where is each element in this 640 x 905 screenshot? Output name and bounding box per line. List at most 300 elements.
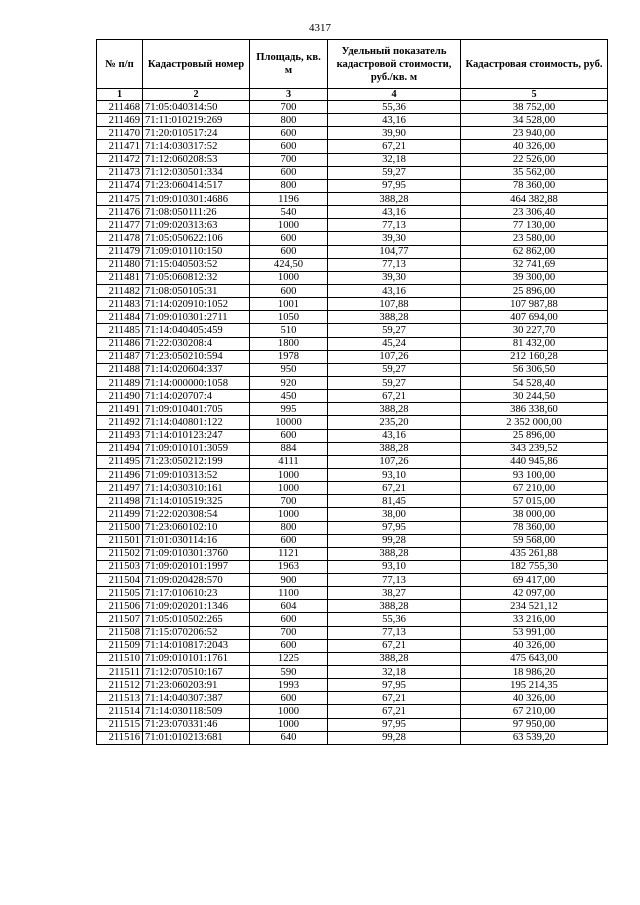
cadastral-value-cell: 38 752,00	[461, 101, 608, 114]
area-cell: 900	[250, 574, 328, 587]
unit-value-cell: 77,13	[328, 219, 461, 232]
cadastral-value-cell: 67 210,00	[461, 705, 608, 718]
cadastral-number-cell: 71:11:010219:269	[143, 114, 250, 127]
unit-value-cell: 59,27	[328, 363, 461, 376]
table-row	[97, 192, 608, 205]
unit-value-cell: 67,21	[328, 705, 461, 718]
cadastral-number-cell: 71:23:070331:46	[143, 718, 250, 731]
cadastral-value-cell: 182 755,30	[461, 560, 608, 573]
row-number-cell: 211505	[97, 587, 143, 600]
row-number-cell: 211473	[97, 166, 143, 179]
unit-value-cell: 67,21	[328, 140, 461, 153]
cadastral-value-cell: 386 338,60	[461, 403, 608, 416]
unit-value-cell: 77,13	[328, 574, 461, 587]
row-number-cell: 211516	[97, 731, 143, 744]
area-cell: 600	[250, 692, 328, 705]
area-cell: 950	[250, 363, 328, 376]
table-row	[97, 416, 608, 429]
area-cell: 600	[250, 639, 328, 652]
table-row	[97, 390, 608, 403]
table-row	[97, 179, 608, 192]
table-row	[97, 153, 608, 166]
table-row	[97, 613, 608, 626]
row-number-cell: 211481	[97, 271, 143, 284]
cadastral-number-cell: 71:09:010401:705	[143, 403, 250, 416]
column-number: 2	[143, 89, 250, 101]
area-cell: 1121	[250, 547, 328, 560]
cadastral-number-cell: 71:09:010101:3059	[143, 442, 250, 455]
column-number: 3	[250, 89, 328, 101]
column-number: 5	[461, 89, 608, 101]
area-cell: 1978	[250, 350, 328, 363]
cadastral-value-cell: 97 950,00	[461, 718, 608, 731]
table-row	[97, 298, 608, 311]
cadastral-value-cell: 195 214,35	[461, 679, 608, 692]
cadastral-number-cell: 71:05:040314:50	[143, 101, 250, 114]
cadastral-number-cell: 71:01:030114:16	[143, 534, 250, 547]
header-area: Площадь, кв. м	[250, 40, 328, 89]
table-row	[97, 639, 608, 652]
row-number-cell: 211468	[97, 101, 143, 114]
cadastral-value-cell: 77 130,00	[461, 219, 608, 232]
area-cell: 510	[250, 324, 328, 337]
cadastral-number-cell: 71:20:010517:24	[143, 127, 250, 140]
row-number-cell: 211486	[97, 337, 143, 350]
cadastral-number-cell: 71:01:010213:681	[143, 731, 250, 744]
cadastral-value-cell: 53 991,00	[461, 626, 608, 639]
cadastral-number-cell: 71:23:060414:517	[143, 179, 250, 192]
table-row	[97, 534, 608, 547]
cadastral-number-cell: 71:14:020910:1052	[143, 298, 250, 311]
cadastral-number-cell: 71:22:020308:54	[143, 508, 250, 521]
cadastral-value-cell: 22 526,00	[461, 153, 608, 166]
unit-value-cell: 235,20	[328, 416, 461, 429]
unit-value-cell: 77,13	[328, 626, 461, 639]
area-cell: 995	[250, 403, 328, 416]
cadastral-number-cell: 71:12:060208:53	[143, 153, 250, 166]
cadastral-value-cell: 18 986,20	[461, 666, 608, 679]
cadastral-number-cell: 71:14:000000:1058	[143, 376, 250, 389]
page-number: 4317	[309, 22, 331, 34]
cadastral-number-cell: 71:22:030208:4	[143, 337, 250, 350]
unit-value-cell: 388,28	[328, 547, 461, 560]
area-cell: 1800	[250, 337, 328, 350]
cadastral-value-cell: 30 227,70	[461, 324, 608, 337]
cadastral-value-table	[96, 39, 608, 745]
row-number-cell: 211471	[97, 140, 143, 153]
column-number: 1	[97, 89, 143, 101]
cadastral-value-cell: 81 432,00	[461, 337, 608, 350]
table-row	[97, 652, 608, 665]
unit-value-cell: 107,88	[328, 298, 461, 311]
unit-value-cell: 99,28	[328, 534, 461, 547]
area-cell: 1000	[250, 482, 328, 495]
table-row	[97, 560, 608, 573]
table-row	[97, 574, 608, 587]
unit-value-cell: 32,18	[328, 153, 461, 166]
area-cell: 600	[250, 245, 328, 258]
unit-value-cell: 59,27	[328, 376, 461, 389]
cadastral-number-cell: 71:14:030310:161	[143, 482, 250, 495]
row-number-cell: 211477	[97, 219, 143, 232]
area-cell: 800	[250, 521, 328, 534]
cadastral-number-cell: 71:08:050111:26	[143, 206, 250, 219]
area-cell: 450	[250, 390, 328, 403]
cadastral-number-cell: 71:14:040405:459	[143, 324, 250, 337]
area-cell: 10000	[250, 416, 328, 429]
cadastral-number-cell: 71:09:010101:1761	[143, 652, 250, 665]
cadastral-number-cell: 71:17:010610:23	[143, 587, 250, 600]
area-cell: 600	[250, 140, 328, 153]
area-cell: 600	[250, 166, 328, 179]
cadastral-value-cell: 475 643,00	[461, 652, 608, 665]
unit-value-cell: 43,16	[328, 429, 461, 442]
cadastral-value-cell: 39 300,00	[461, 271, 608, 284]
unit-value-cell: 39,90	[328, 127, 461, 140]
unit-value-cell: 388,28	[328, 652, 461, 665]
row-number-cell: 211511	[97, 666, 143, 679]
unit-value-cell: 67,21	[328, 482, 461, 495]
cadastral-value-cell: 40 326,00	[461, 692, 608, 705]
area-cell: 1001	[250, 298, 328, 311]
unit-value-cell: 55,36	[328, 613, 461, 626]
area-cell: 1000	[250, 468, 328, 481]
area-cell: 884	[250, 442, 328, 455]
cadastral-value-cell: 343 239,52	[461, 442, 608, 455]
unit-value-cell: 67,21	[328, 639, 461, 652]
cadastral-value-cell: 435 261,88	[461, 547, 608, 560]
cadastral-value-cell: 69 417,00	[461, 574, 608, 587]
area-cell: 1100	[250, 587, 328, 600]
cadastral-value-cell: 40 326,00	[461, 639, 608, 652]
cadastral-number-cell: 71:14:010123:247	[143, 429, 250, 442]
table-row	[97, 468, 608, 481]
row-number-cell: 211490	[97, 390, 143, 403]
cadastral-number-cell: 71:15:040503:52	[143, 258, 250, 271]
table-row	[97, 600, 608, 613]
unit-value-cell: 388,28	[328, 403, 461, 416]
row-number-cell: 211514	[97, 705, 143, 718]
row-number-cell: 211479	[97, 245, 143, 258]
cadastral-number-cell: 71:14:040307:387	[143, 692, 250, 705]
cadastral-value-cell: 23 940,00	[461, 127, 608, 140]
cadastral-value-cell: 212 160,28	[461, 350, 608, 363]
cadastral-value-cell: 40 326,00	[461, 140, 608, 153]
cadastral-value-cell: 35 562,00	[461, 166, 608, 179]
cadastral-number-cell: 71:15:070206:52	[143, 626, 250, 639]
area-cell: 600	[250, 429, 328, 442]
unit-value-cell: 93,10	[328, 560, 461, 573]
cadastral-number-cell: 71:23:060203:91	[143, 679, 250, 692]
column-number: 4	[328, 89, 461, 101]
table-row	[97, 679, 608, 692]
table-row	[97, 127, 608, 140]
row-number-cell: 211489	[97, 376, 143, 389]
table-row	[97, 166, 608, 179]
row-number-cell: 211491	[97, 403, 143, 416]
cadastral-value-cell: 407 694,00	[461, 311, 608, 324]
row-number-cell: 211500	[97, 521, 143, 534]
cadastral-value-cell: 38 000,00	[461, 508, 608, 521]
row-number-cell: 211485	[97, 324, 143, 337]
cadastral-value-cell: 42 097,00	[461, 587, 608, 600]
table-row	[97, 206, 608, 219]
table-row	[97, 271, 608, 284]
cadastral-value-cell: 30 244,50	[461, 390, 608, 403]
cadastral-number-cell: 71:09:010110:150	[143, 245, 250, 258]
unit-value-cell: 43,16	[328, 206, 461, 219]
unit-value-cell: 107,26	[328, 350, 461, 363]
unit-value-cell: 45,24	[328, 337, 461, 350]
table-row	[97, 429, 608, 442]
area-cell: 424,50	[250, 258, 328, 271]
row-number-cell: 211478	[97, 232, 143, 245]
cadastral-value-cell: 33 216,00	[461, 613, 608, 626]
row-number-cell: 211472	[97, 153, 143, 166]
area-cell: 1000	[250, 508, 328, 521]
cadastral-number-cell: 71:14:010519:325	[143, 495, 250, 508]
table-row	[97, 258, 608, 271]
area-cell: 1963	[250, 560, 328, 573]
area-cell: 600	[250, 613, 328, 626]
cadastral-number-cell: 71:09:010301:4686	[143, 192, 250, 205]
area-cell: 1993	[250, 679, 328, 692]
cadastral-value-cell: 67 210,00	[461, 482, 608, 495]
area-cell: 920	[250, 376, 328, 389]
table-row	[97, 219, 608, 232]
cadastral-number-cell: 71:09:020101:1997	[143, 560, 250, 573]
cadastral-value-cell: 107 987,88	[461, 298, 608, 311]
table-row	[97, 495, 608, 508]
unit-value-cell: 32,18	[328, 666, 461, 679]
unit-value-cell: 38,27	[328, 587, 461, 600]
unit-value-cell: 107,26	[328, 455, 461, 468]
cadastral-value-cell: 2 352 000,00	[461, 416, 608, 429]
table-row	[97, 140, 608, 153]
row-number-cell: 211498	[97, 495, 143, 508]
area-cell: 540	[250, 206, 328, 219]
cadastral-value-cell: 32 741,69	[461, 258, 608, 271]
table-row	[97, 731, 608, 744]
row-number-cell: 211510	[97, 652, 143, 665]
cadastral-value-cell: 34 528,00	[461, 114, 608, 127]
cadastral-number-cell: 71:23:050210:594	[143, 350, 250, 363]
row-number-cell: 211513	[97, 692, 143, 705]
cadastral-number-cell: 71:14:020604:337	[143, 363, 250, 376]
cadastral-number-cell: 71:09:020313:63	[143, 219, 250, 232]
cadastral-value-cell: 56 306,50	[461, 363, 608, 376]
unit-value-cell: 67,21	[328, 390, 461, 403]
row-number-cell: 211515	[97, 718, 143, 731]
table-row	[97, 692, 608, 705]
cadastral-number-cell: 71:14:030317:52	[143, 140, 250, 153]
area-cell: 700	[250, 626, 328, 639]
cadastral-value-cell: 23 306,40	[461, 206, 608, 219]
area-cell: 1196	[250, 192, 328, 205]
row-number-cell: 211503	[97, 560, 143, 573]
cadastral-number-cell: 71:09:020428:570	[143, 574, 250, 587]
table-row	[97, 232, 608, 245]
row-number-cell: 211499	[97, 508, 143, 521]
cadastral-value-cell: 78 360,00	[461, 521, 608, 534]
table-row	[97, 442, 608, 455]
cadastral-number-cell: 71:14:020707:4	[143, 390, 250, 403]
unit-value-cell: 97,95	[328, 679, 461, 692]
table-row	[97, 455, 608, 468]
cadastral-number-cell: 71:12:030501:334	[143, 166, 250, 179]
cadastral-value-cell: 25 896,00	[461, 284, 608, 297]
cadastral-number-cell: 71:12:070510:167	[143, 666, 250, 679]
row-number-cell: 211488	[97, 363, 143, 376]
table-row	[97, 245, 608, 258]
column-numbers-row	[97, 89, 608, 101]
unit-value-cell: 39,30	[328, 232, 461, 245]
row-number-cell: 211492	[97, 416, 143, 429]
area-cell: 590	[250, 666, 328, 679]
table-row	[97, 705, 608, 718]
unit-value-cell: 67,21	[328, 692, 461, 705]
row-number-cell: 211480	[97, 258, 143, 271]
table-row	[97, 376, 608, 389]
unit-value-cell: 59,27	[328, 166, 461, 179]
row-number-cell: 211495	[97, 455, 143, 468]
row-number-cell: 211494	[97, 442, 143, 455]
table-row	[97, 114, 608, 127]
cadastral-number-cell: 71:23:060102:10	[143, 521, 250, 534]
area-cell: 700	[250, 495, 328, 508]
table-row	[97, 547, 608, 560]
cadastral-value-cell: 62 862,00	[461, 245, 608, 258]
cadastral-number-cell: 71:14:030118:509	[143, 705, 250, 718]
table-row	[97, 350, 608, 363]
table-row	[97, 482, 608, 495]
cadastral-value-cell: 234 521,12	[461, 600, 608, 613]
unit-value-cell: 388,28	[328, 192, 461, 205]
row-number-cell: 211506	[97, 600, 143, 613]
row-number-cell: 211484	[97, 311, 143, 324]
row-number-cell: 211482	[97, 284, 143, 297]
area-cell: 700	[250, 153, 328, 166]
unit-value-cell: 97,95	[328, 179, 461, 192]
table-row	[97, 403, 608, 416]
row-number-cell: 211487	[97, 350, 143, 363]
cadastral-value-cell: 57 015,00	[461, 495, 608, 508]
unit-value-cell: 388,28	[328, 311, 461, 324]
table-row	[97, 521, 608, 534]
unit-value-cell: 93,10	[328, 468, 461, 481]
row-number-cell: 211508	[97, 626, 143, 639]
unit-value-cell: 99,28	[328, 731, 461, 744]
cadastral-number-cell: 71:05:050622:106	[143, 232, 250, 245]
area-cell: 1000	[250, 271, 328, 284]
header-cadastral-number: Кадастровый номер	[143, 40, 250, 89]
area-cell: 700	[250, 101, 328, 114]
area-cell: 600	[250, 127, 328, 140]
table-row	[97, 363, 608, 376]
row-number-cell: 211496	[97, 468, 143, 481]
area-cell: 600	[250, 232, 328, 245]
unit-value-cell: 59,27	[328, 324, 461, 337]
table-body	[97, 101, 608, 745]
table-row	[97, 508, 608, 521]
row-number-cell: 211475	[97, 192, 143, 205]
unit-value-cell: 104,77	[328, 245, 461, 258]
row-number-cell: 211469	[97, 114, 143, 127]
area-cell: 800	[250, 114, 328, 127]
row-number-cell: 211474	[97, 179, 143, 192]
cadastral-value-cell: 464 382,88	[461, 192, 608, 205]
header-cadastral-value: Кадастровая стоимость, руб.	[461, 40, 608, 89]
table-row	[97, 311, 608, 324]
header-row-number: № п/п	[97, 40, 143, 89]
area-cell: 600	[250, 534, 328, 547]
unit-value-cell: 43,16	[328, 284, 461, 297]
cadastral-value-cell: 23 580,00	[461, 232, 608, 245]
cadastral-value-cell: 440 945,86	[461, 455, 608, 468]
area-cell: 4111	[250, 455, 328, 468]
cadastral-value-cell: 63 539,20	[461, 731, 608, 744]
area-cell: 604	[250, 600, 328, 613]
row-number-cell: 211509	[97, 639, 143, 652]
cadastral-value-cell: 78 360,00	[461, 179, 608, 192]
row-number-cell: 211502	[97, 547, 143, 560]
row-number-cell: 211504	[97, 574, 143, 587]
unit-value-cell: 97,95	[328, 521, 461, 534]
table-header-row	[97, 40, 608, 89]
unit-value-cell: 43,16	[328, 114, 461, 127]
row-number-cell: 211476	[97, 206, 143, 219]
table-row	[97, 626, 608, 639]
cadastral-value-cell: 54 528,40	[461, 376, 608, 389]
table-row	[97, 284, 608, 297]
unit-value-cell: 55,36	[328, 101, 461, 114]
unit-value-cell: 39,30	[328, 271, 461, 284]
cadastral-number-cell: 71:09:010301:2711	[143, 311, 250, 324]
table-row	[97, 337, 608, 350]
row-number-cell: 211507	[97, 613, 143, 626]
unit-value-cell: 388,28	[328, 442, 461, 455]
cadastral-number-cell: 71:14:040801:122	[143, 416, 250, 429]
area-cell: 1000	[250, 705, 328, 718]
table-row	[97, 666, 608, 679]
cadastral-number-cell: 71:09:010313:52	[143, 468, 250, 481]
table-row	[97, 587, 608, 600]
row-number-cell: 211501	[97, 534, 143, 547]
row-number-cell: 211470	[97, 127, 143, 140]
area-cell: 1050	[250, 311, 328, 324]
row-number-cell: 211512	[97, 679, 143, 692]
area-cell: 600	[250, 284, 328, 297]
unit-value-cell: 77,13	[328, 258, 461, 271]
unit-value-cell: 38,00	[328, 508, 461, 521]
table-row	[97, 101, 608, 114]
cadastral-number-cell: 71:14:010817:2043	[143, 639, 250, 652]
table-row	[97, 324, 608, 337]
row-number-cell: 211497	[97, 482, 143, 495]
cadastral-number-cell: 71:09:010301:3760	[143, 547, 250, 560]
header-unit-value: Удельный показатель кадастровой стоимости, руб./кв. м	[328, 40, 461, 89]
cadastral-number-cell: 71:05:010502:265	[143, 613, 250, 626]
unit-value-cell: 97,95	[328, 718, 461, 731]
unit-value-cell: 388,28	[328, 600, 461, 613]
row-number-cell: 211483	[97, 298, 143, 311]
area-cell: 800	[250, 179, 328, 192]
cadastral-number-cell: 71:23:050212:199	[143, 455, 250, 468]
unit-value-cell: 81,45	[328, 495, 461, 508]
area-cell: 640	[250, 731, 328, 744]
cadastral-number-cell: 71:05:060812:32	[143, 271, 250, 284]
cadastral-number-cell: 71:08:050105:31	[143, 284, 250, 297]
